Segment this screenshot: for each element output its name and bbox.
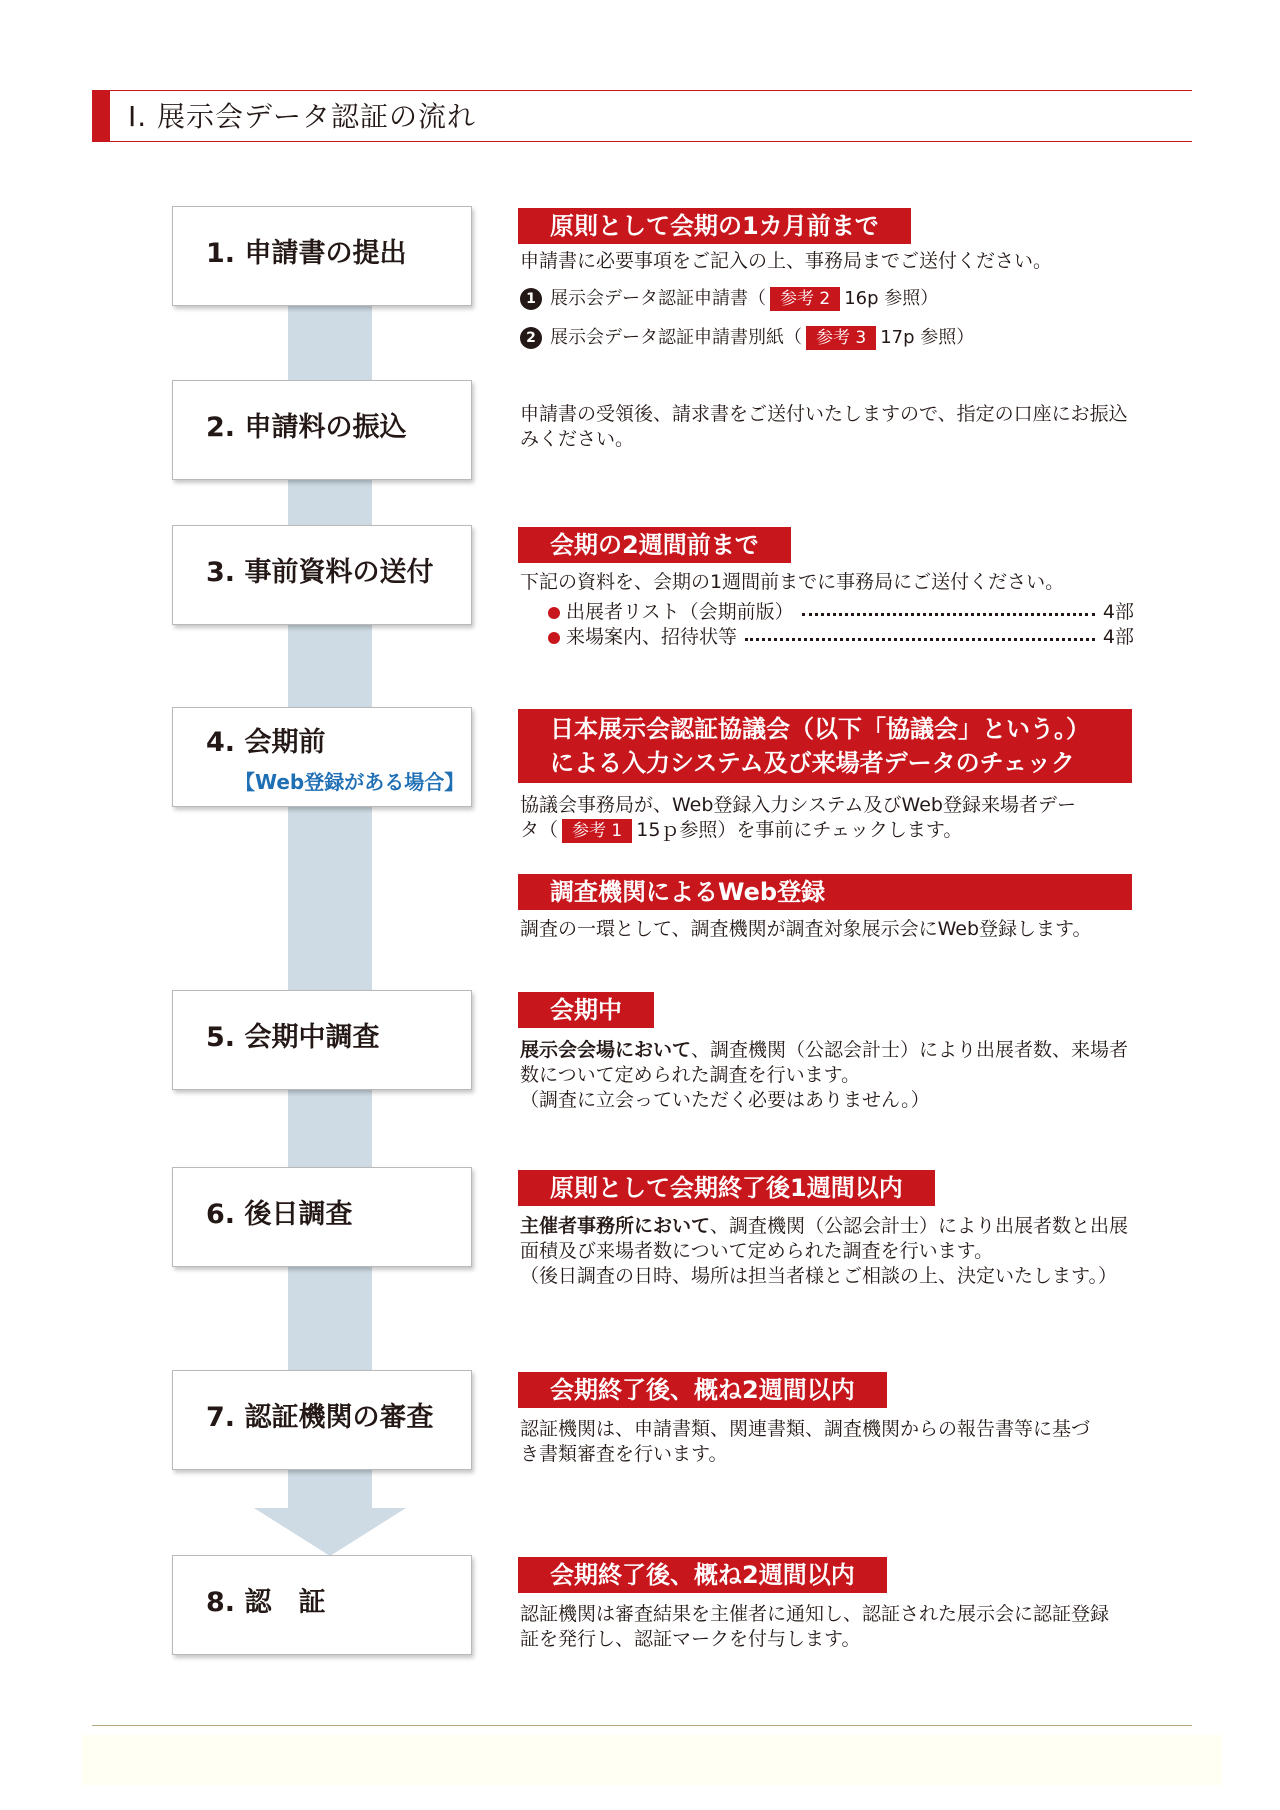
timing-badge: 原則として会期の1カ月前まで [518,208,911,244]
document-name: 出展者リスト（会期前版） [566,601,794,623]
footer-rule [92,1725,1192,1726]
reference-tag: 参考 1 [562,819,632,843]
step-description [520,793,1140,843]
number-circle-icon: 1 [520,288,542,310]
description-note: （後日調査の日時、場所は担当者様とご相談の上、決定いたします。） [520,1265,1117,1287]
flow-arrow-shaft [288,300,372,1520]
badge-line: による入力システム及び来場者データのチェック [550,749,1075,777]
step-label: 2. 申請料の振込 [206,412,407,443]
step-description [520,1214,1140,1289]
description-line [520,1214,1140,1264]
location-emphasis: 展示会会場において [520,1039,692,1061]
step-description: 認証機関は審査結果を主催者に通知し、認証された展示会に認証登録証を発行し、認証マークを付与します。 [520,1603,1110,1650]
reference-tag: 参考 3 [806,326,876,350]
step-description: 調査の一環として、調査機関が調査対象展示会にWeb登録します。 [520,918,1092,940]
header-rule-top [92,90,1192,91]
step-box-2 [172,380,472,480]
timing-badge: 会期終了後、概ね2週間以内 [518,1557,887,1593]
step-label: 4. 会期前 [206,727,326,758]
bullet-icon [548,632,560,644]
document-name: 来場案内、招待状等 [566,626,738,648]
step-box-8 [172,1555,472,1655]
reference-line [520,325,974,351]
bullet-icon [548,607,560,619]
number-circle-icon: 2 [520,327,542,349]
reference-tag: 参考 2 [770,287,840,311]
step-box-3 [172,525,472,625]
document-list-item [548,600,1134,625]
description-line: 協議会事務局が、Web登録入力システム及びWeb登録来場者デー [520,794,1076,816]
description-text: 、調査機関（公認会計士）により出展者数、来場者数について定められた調査を行います。 [520,1039,1129,1086]
step-box-4 [172,707,472,807]
description-text: タ（ [520,819,559,841]
description-note: （調査に立会っていただく必要はありません。） [520,1089,930,1111]
footer-band [82,1735,1222,1785]
step-label: 3. 事前資料の送付 [206,557,434,588]
reference-page: 16p 参照） [844,288,939,309]
step-label: 1. 申請書の提出 [206,238,407,269]
step-description: 下記の資料を、会期の1週間前までに事務局にご送付ください。 [520,571,1065,593]
location-emphasis: 主催者事務所において [520,1215,711,1237]
step-label: 7. 認証機関の審査 [206,1402,434,1433]
step-description [520,1038,1140,1113]
document-count: 4部 [1102,626,1134,648]
timing-badge: 調査機関によるWeb登録 [518,874,1132,910]
badge-line: 日本展示会認証協議会（以下「協議会」という。） [550,715,1090,743]
reference-name: 展示会データ認証申請書（ [550,288,766,309]
reference-page: 17p 参照） [880,327,975,348]
timing-badge: 会期終了後、概ね2週間以内 [518,1372,887,1408]
timing-badge-wide [518,709,1132,783]
page-title: Ⅰ. 展示会データ認証の流れ [128,100,477,133]
timing-badge: 会期の2週間前まで [518,527,791,563]
description-text: 、調査機関（公認会計士）により出展者数と出展面積及び来場者数について定められた調査を行います。 [520,1215,1129,1262]
header-accent-bar [92,90,110,142]
step-box-1 [172,206,472,306]
description-text: 15ｐ参照）を事前にチェックします。 [636,819,963,841]
step-description: 認証機関は、申請書類、関連書類、調査機関からの報告書等に基づき書類審査を行います。 [520,1418,1091,1465]
reference-line [520,286,938,312]
reference-name: 展示会データ認証申請書別紙（ [550,327,802,348]
step-box-7 [172,1370,472,1470]
description-line [520,818,1140,843]
step-box-6 [172,1167,472,1267]
step-description: 申請書に必要事項をご記入の上、事務局までご送付ください。 [520,250,1053,272]
leader-dots [745,638,1095,641]
timing-badge: 会期中 [518,992,654,1028]
document-count: 4部 [1102,601,1134,623]
step-label: 8. 認 証 [206,1587,326,1618]
step-box-5 [172,990,472,1090]
description-line [520,1038,1140,1088]
step-label: 6. 後日調査 [206,1199,353,1230]
timing-badge: 原則として会期終了後1週間以内 [518,1170,935,1206]
step-sublabel: 【Web登録がある場合】 [235,770,465,794]
step-description: 申請書の受領後、請求書をご送付いたしますので、指定の口座にお振込みください。 [520,403,1128,450]
document-list-item [548,625,1134,650]
header-rule-bottom [92,141,1192,142]
step-label: 5. 会期中調査 [206,1022,380,1053]
leader-dots [802,613,1095,616]
